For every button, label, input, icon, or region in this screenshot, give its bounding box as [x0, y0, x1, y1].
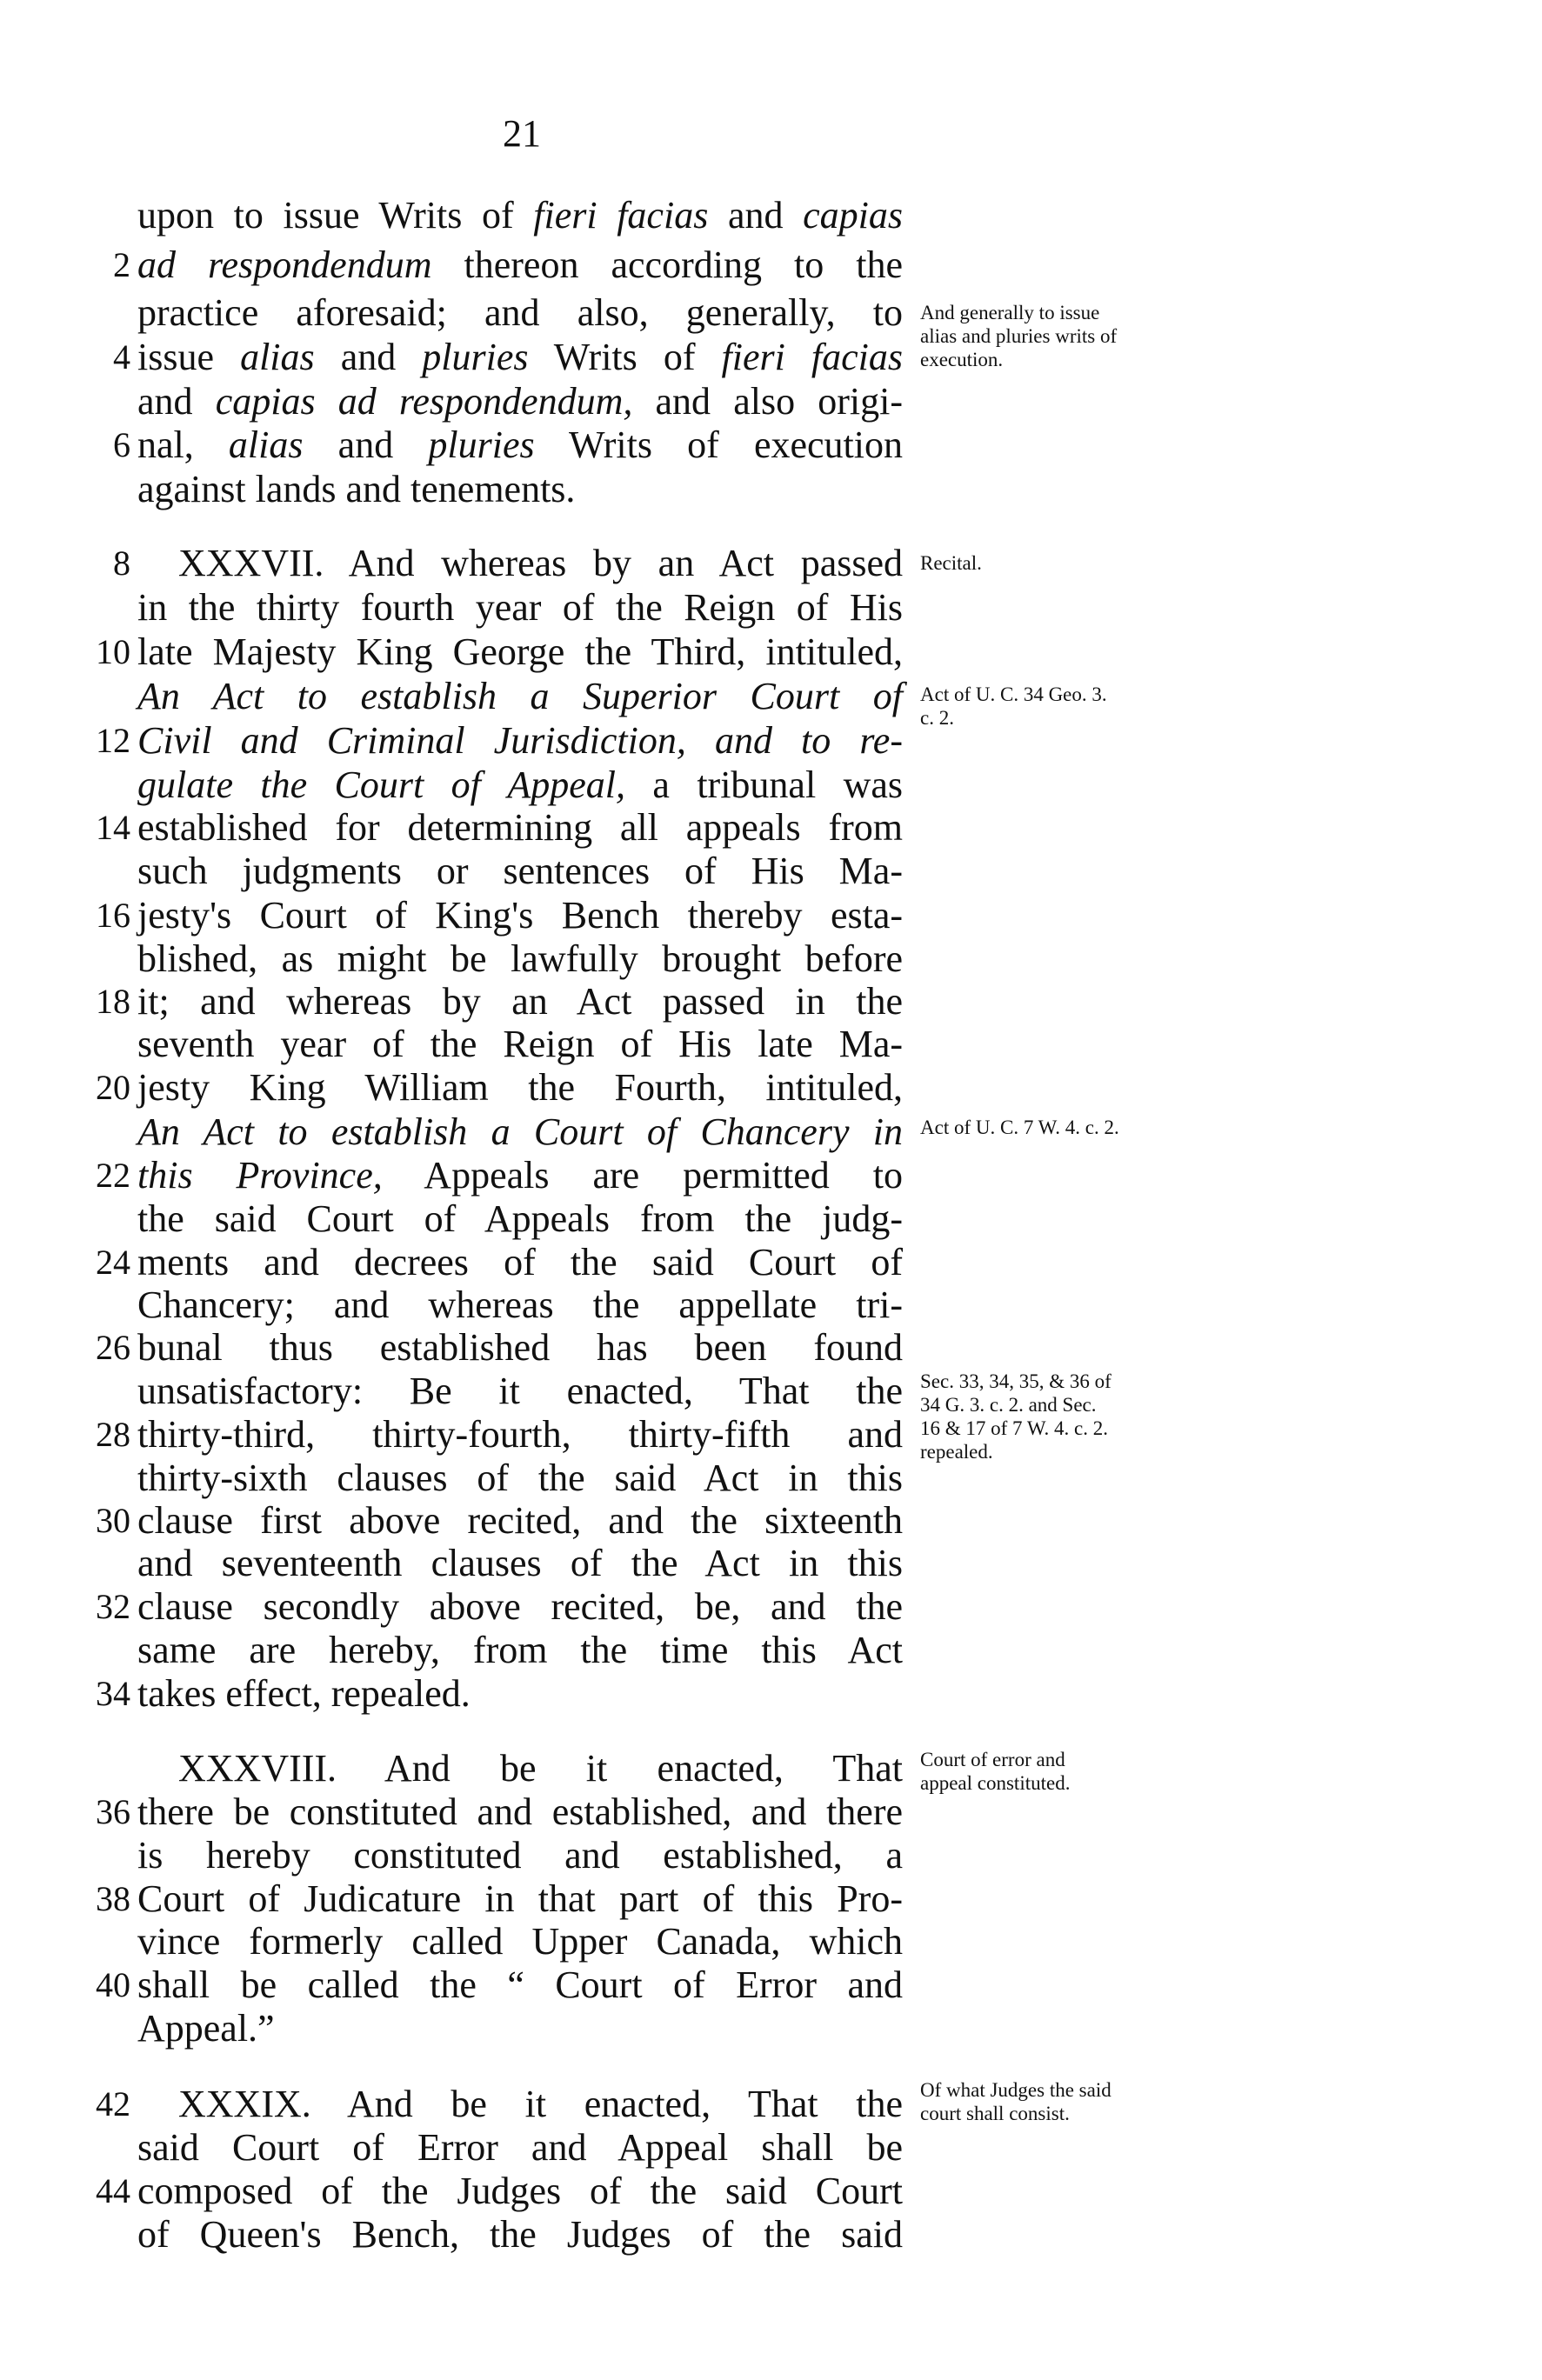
- roman-text: Court of Judicature in that part of this Pro-: [137, 1877, 903, 1920]
- roman-text: XXXIX. And be it enacted, That the: [178, 2083, 903, 2125]
- roman-text: is hereby constituted and established, a: [137, 1834, 903, 1877]
- line-number: 32: [96, 1587, 130, 1626]
- roman-text: thirty-sixth clauses of the said Act in this: [137, 1457, 903, 1499]
- italic-text: pluries: [422, 336, 529, 378]
- roman-text: clause first above recited, and the sixteenth: [137, 1499, 903, 1542]
- roman-text: jesty's Court of King's Bench thereby esta-: [137, 894, 903, 937]
- italic-text: pluries: [428, 423, 535, 466]
- line-text: [137, 239, 903, 291]
- roman-text: Appeals are permitted to: [382, 1154, 903, 1197]
- italic-text: capias ad respondendum,: [215, 380, 633, 423]
- line-number: 34: [96, 1674, 130, 1713]
- line-number: 16: [96, 896, 130, 935]
- margin-note: And generally to issue alias and pluries writs of execution.: [920, 302, 1118, 370]
- roman-text: such judgments or sentences of His Ma-: [137, 850, 903, 892]
- roman-text: bunal thus established has been found: [137, 1326, 903, 1369]
- roman-text: unsatisfactory: Be it enacted, That the: [137, 1370, 903, 1412]
- italic-text: alias: [240, 336, 315, 378]
- line-text: [137, 463, 903, 516]
- line-number: 22: [96, 1156, 130, 1195]
- italic-text: ad respondendum: [137, 243, 432, 286]
- margin-note: Act of U. C. 7 W. 4. c. 2.: [920, 1117, 1119, 1138]
- line-number: 6: [113, 425, 130, 464]
- roman-text: Appeal.”: [137, 2007, 275, 2050]
- line-number: 30: [96, 1501, 130, 1540]
- roman-text: takes effect, repealed.: [137, 1672, 471, 1715]
- line-number: 28: [96, 1415, 130, 1454]
- roman-text: against lands and tenements.: [137, 468, 576, 510]
- line-text: [137, 2209, 903, 2261]
- roman-text: it; and whereas by an Act passed in the: [137, 980, 903, 1023]
- roman-text: Writs of execution: [534, 423, 903, 466]
- roman-text: in the thirty fourth year of the Reign of His: [137, 586, 903, 629]
- italic-text: fieri facias: [721, 336, 904, 378]
- roman-text: a tribunal was: [625, 763, 903, 806]
- line-number: 8: [113, 543, 130, 583]
- line-number: 18: [96, 982, 130, 1021]
- roman-text: the said Court of Appeals from the judg-: [137, 1197, 903, 1240]
- roman-text: nal,: [137, 423, 229, 466]
- roman-text: same are hereby, from the time this Act: [137, 1629, 903, 1671]
- margin-note: Sec. 33, 34, 35, & 36 of 34 G. 3. c. 2. and Sec. 16 & 17 of 7 W. 4. c. 2. repealed.: [920, 1370, 1111, 1463]
- line-number: 2: [113, 245, 130, 284]
- roman-text: clause secondly above recited, be, and the: [137, 1585, 903, 1628]
- roman-text: seventh year of the Reign of His late Ma-: [137, 1023, 903, 1065]
- line-number: 36: [96, 1792, 130, 1831]
- italic-text: alias: [228, 423, 304, 466]
- line-number: 24: [96, 1243, 130, 1282]
- line-number: 14: [96, 808, 130, 847]
- roman-text: upon to issue Writs of: [137, 194, 534, 237]
- line-number: 44: [96, 2171, 130, 2210]
- roman-text: there be constituted and established, and there: [137, 1790, 903, 1833]
- line-number: 38: [96, 1879, 130, 1918]
- italic-text: An Act to establish a Court of Chancery in: [137, 1110, 903, 1153]
- page-number: 21: [503, 112, 541, 155]
- line-number: 20: [96, 1068, 130, 1107]
- roman-text: ments and decrees of the said Court of: [137, 1241, 903, 1283]
- roman-text: late Majesty King George the Third, intituled,: [137, 630, 903, 673]
- line-text: [137, 1668, 903, 1720]
- roman-text: blished, as might be lawfully brought before: [137, 937, 903, 980]
- margin-note: Of what Judges the said court shall consist.: [920, 2079, 1111, 2124]
- line-text: [137, 2003, 903, 2055]
- roman-text: jesty King William the Fourth, intituled,: [137, 1066, 903, 1109]
- italic-text: An Act to establish a Superior Court of: [137, 675, 903, 717]
- margin-note: Act of U. C. 34 Geo. 3. c. 2.: [920, 683, 1107, 729]
- roman-text: shall be called the “ Court of Error and: [137, 1963, 903, 2006]
- line-number: 40: [96, 1965, 130, 2004]
- line-number: 10: [96, 632, 130, 671]
- line-number: 26: [96, 1328, 130, 1367]
- roman-text: said Court of Error and Appeal shall be: [137, 2126, 903, 2169]
- margin-note: Recital.: [920, 552, 982, 574]
- line-number: 12: [96, 721, 130, 760]
- line-number: 42: [96, 2084, 130, 2123]
- roman-text: and: [137, 380, 216, 423]
- roman-text: Chancery; and whereas the appellate tri-: [137, 1283, 903, 1326]
- italic-text: Civil and Criminal Jurisdiction, and to re-: [137, 719, 903, 762]
- roman-text: vince formerly called Upper Canada, which: [137, 1920, 903, 1963]
- italic-text: capias: [803, 194, 903, 237]
- margin-note: Court of error and appeal constituted.: [920, 1749, 1071, 1794]
- roman-text: practice aforesaid; and also, generally, to: [137, 291, 903, 334]
- roman-text: established for determining all appeals from: [137, 806, 903, 849]
- line-text: [137, 190, 903, 242]
- roman-text: of Queen's Bench, the Judges of the said: [137, 2213, 903, 2256]
- roman-text: thirty-third, thirty-fourth, thirty-fifth and: [137, 1413, 903, 1456]
- roman-text: and: [708, 194, 804, 237]
- roman-text: and: [303, 423, 429, 466]
- italic-text: gulate the Court of Appeal,: [137, 763, 626, 806]
- line-number: 4: [113, 337, 130, 377]
- italic-text: this Province,: [137, 1154, 383, 1197]
- roman-text: XXXVII. And whereas by an Act passed: [178, 542, 903, 584]
- roman-text: Writs of: [528, 336, 722, 378]
- roman-text: issue: [137, 336, 241, 378]
- roman-text: and: [314, 336, 423, 378]
- roman-text: XXXVIII. And be it enacted, That: [178, 1747, 903, 1790]
- italic-text: fieri facias: [533, 194, 709, 237]
- roman-text: and seventeenth clauses of the Act in this: [137, 1542, 903, 1584]
- roman-text: composed of the Judges of the said Court: [137, 2170, 903, 2212]
- roman-text: and also origi-: [632, 380, 904, 423]
- roman-text: thereon according to the: [431, 243, 903, 286]
